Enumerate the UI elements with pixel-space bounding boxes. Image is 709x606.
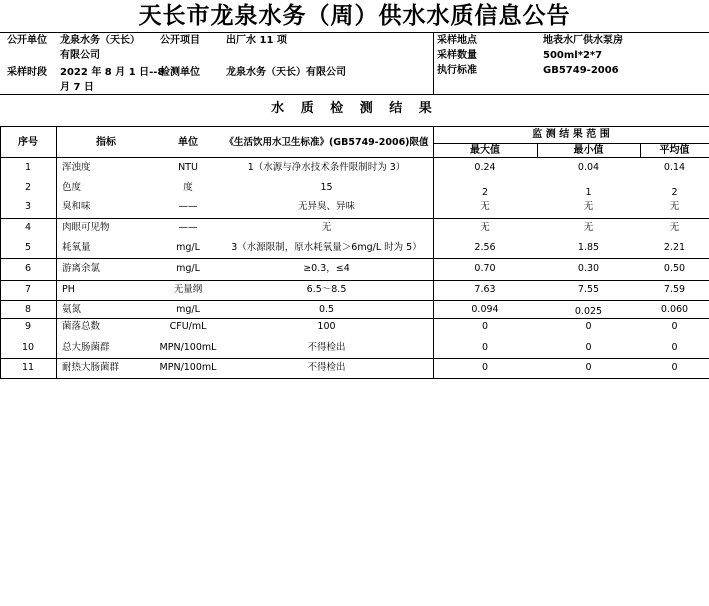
cell-limit: 1（水源与净水技术条件限制时为 3） (247, 162, 406, 173)
cell-min: 0 (585, 321, 592, 332)
th-range: 监 测 结 果 范 围 (532, 129, 610, 140)
row-border (0, 358, 709, 359)
th-no: 序号 (18, 137, 38, 148)
cell-limit: 无 (321, 222, 332, 233)
page-title: 天长市龙泉水务（周）供水水质信息公告 (138, 2, 571, 29)
cell-unit: MPN/100mL (159, 342, 217, 353)
cell-name: 色度 (62, 182, 82, 193)
cell-unit: —— (178, 222, 198, 233)
cell-min: 0.04 (577, 162, 600, 173)
row-border (0, 318, 709, 319)
table-top-border (0, 126, 709, 127)
cell-max: 2 (481, 187, 489, 198)
cell-name: 臭和味 (62, 201, 91, 212)
cell-avg: 0.060 (660, 304, 689, 315)
pub-unit-label: 公开单位 (7, 35, 47, 46)
cell-limit: 100 (317, 321, 336, 332)
cell-max: 0.70 (474, 263, 496, 274)
cell-max: 0.24 (474, 162, 496, 173)
cell-max: 0.094 (471, 304, 499, 315)
cell-limit: 15 (320, 182, 333, 193)
section-title: 水 质 检 测 结 果 (271, 101, 438, 116)
cell-limit: 6.5～8.5 (306, 284, 347, 295)
cell-no: 1 (24, 162, 32, 173)
cell-avg: 0.50 (663, 263, 686, 274)
cell-no: 11 (21, 362, 35, 373)
row-col-divider (56, 318, 57, 358)
th-limit: 《生活饮用水卫生标准》(GB5749-2006)限值 (224, 137, 429, 148)
cell-min: 0 (585, 362, 592, 373)
cell-no: 9 (24, 321, 32, 332)
th-min: 最小值 (573, 145, 604, 156)
cell-min: 0.025 (574, 306, 603, 317)
sample-time-value-line1: 2022 年 8 月 1 日--8 (60, 67, 165, 78)
cell-unit: mg/L (176, 263, 200, 274)
info-divider (433, 32, 434, 94)
row-border (0, 258, 709, 259)
cell-limit: 不得检出 (307, 362, 346, 373)
row-border (0, 280, 709, 281)
row-border (0, 218, 709, 219)
cell-no: 3 (24, 201, 32, 212)
test-unit-label: 检测单位 (160, 67, 200, 78)
cell-no: 10 (21, 342, 35, 353)
cell-limit: 3（水源限制，原水耗氧量＞6mg/L 时为 5） (231, 242, 422, 253)
row-col-divider (56, 218, 57, 258)
cell-unit: —— (178, 201, 198, 212)
th-indicator: 指标 (96, 137, 116, 148)
row-col-divider (56, 280, 57, 300)
info-bottom-border (0, 94, 709, 95)
cell-min: 7.55 (577, 284, 600, 295)
cell-name: 肉眼可见物 (62, 222, 110, 233)
cell-avg: 0 (671, 342, 678, 353)
test-unit-value: 龙泉水务（天长）有限公司 (226, 67, 346, 78)
cell-avg: 7.59 (663, 284, 686, 295)
cell-min: 无 (583, 222, 594, 233)
pub-item-value: 出厂水 11 项 (226, 35, 287, 46)
cell-min: 无 (583, 201, 594, 212)
cell-min: 0 (585, 342, 592, 353)
row-col-divider (56, 300, 57, 318)
row-col-divider (56, 157, 57, 218)
cell-name: 耐热大肠菌群 (62, 362, 120, 373)
th-max: 最大值 (470, 145, 500, 156)
cell-no: 2 (24, 182, 32, 193)
row-border (0, 300, 709, 301)
cell-no: 6 (24, 263, 32, 274)
pub-item-label: 公开项目 (160, 35, 200, 46)
cell-max: 0 (481, 342, 489, 353)
cell-limit: 不得检出 (307, 342, 346, 353)
th-avg: 平均值 (659, 145, 690, 156)
sample-place-label: 采样地点 (437, 35, 477, 46)
cell-name: 菌落总数 (62, 321, 101, 332)
cell-avg: 0.14 (663, 162, 686, 173)
cell-limit: ≥0.3，≤4 (303, 263, 350, 274)
cell-name: 耗氧量 (62, 242, 91, 253)
cell-avg: 无 (669, 222, 680, 233)
cell-avg: 0 (671, 321, 678, 332)
cell-min: 1 (585, 187, 592, 198)
standard-label: 执行标准 (437, 65, 477, 76)
sample-time-value-line2: 月 7 日 (60, 82, 94, 93)
cell-avg: 0 (671, 362, 678, 373)
pub-unit-value-line1: 龙泉水务（天长） (60, 35, 140, 46)
cell-no: 5 (24, 242, 32, 253)
cell-unit: mg/L (176, 304, 200, 315)
row-col-divider (56, 358, 57, 378)
sample-qty-value: 500ml*2*7 (543, 50, 603, 61)
pub-unit-value-line2: 有限公司 (60, 50, 100, 61)
cell-limit: 无异臭、异味 (297, 201, 355, 212)
cell-name: 总大肠菌群 (62, 342, 110, 353)
cell-no: 8 (24, 304, 32, 315)
cell-max: 2.56 (474, 242, 496, 253)
cell-no: 4 (24, 222, 32, 233)
cell-unit: mg/L (176, 242, 200, 253)
cell-max: 0 (481, 321, 489, 332)
cell-unit: CFU/mL (169, 321, 207, 332)
sample-time-label: 采样时段 (7, 67, 47, 78)
header-bottom-border (0, 157, 709, 158)
cell-no: 7 (24, 284, 32, 295)
row-border (0, 378, 709, 379)
cell-name: PH (62, 284, 75, 295)
cell-max: 0 (481, 362, 489, 373)
cell-unit: 度 (183, 182, 193, 193)
cell-min: 0.30 (577, 263, 600, 274)
cell-limit: 0.5 (318, 304, 335, 315)
cell-name: 氨氮 (62, 304, 82, 315)
cell-avg: 2 (671, 187, 678, 198)
cell-avg: 无 (669, 201, 680, 212)
th-unit: 单位 (178, 137, 198, 148)
cell-min: 1.85 (577, 242, 600, 253)
row-col-divider (56, 258, 57, 280)
sample-place-value: 地表水厂供水泵房 (543, 35, 623, 46)
cell-max: 无 (480, 201, 490, 212)
cell-unit: MPN/100mL (159, 362, 217, 373)
standard-value: GB5749-2006 (543, 65, 619, 76)
sample-qty-label: 采样数量 (437, 50, 477, 61)
cell-max: 7.63 (474, 284, 496, 295)
cell-avg: 2.21 (663, 242, 686, 253)
cell-unit: NTU (178, 162, 198, 173)
info-top-border (0, 32, 709, 33)
cell-name: 游离余氯 (62, 263, 101, 274)
cell-unit: 无量纲 (173, 284, 203, 295)
cell-name: 浑浊度 (62, 162, 91, 173)
cell-max: 无 (480, 222, 490, 233)
